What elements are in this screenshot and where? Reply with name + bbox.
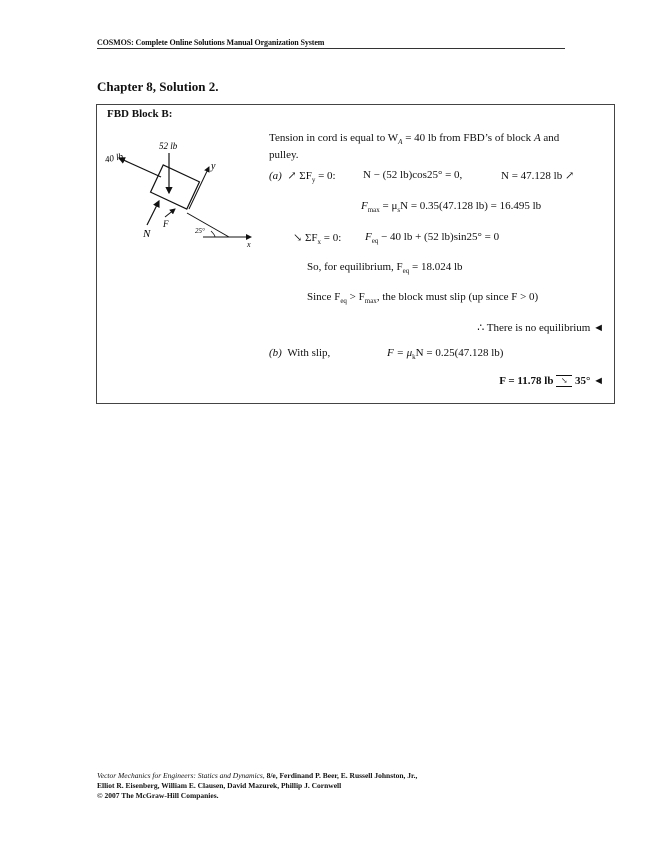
chapter-title: Chapter 8, Solution 2. xyxy=(97,79,219,94)
cord-force-arrow xyxy=(119,158,161,177)
label-angle: 25° xyxy=(195,227,205,235)
fmax-equation: $F_{max} = \mu_sN = 0.35(47.128$ lb) = 16.495 lb xyxy=(361,200,542,215)
footer-line-3: © 2007 The McGraw-Hill Companies. xyxy=(97,791,219,800)
x-equilibrium-label: ↘ $\Sigma F_x = 0$: xyxy=(293,232,342,247)
label-N: N xyxy=(143,228,151,240)
label-y: y xyxy=(211,161,216,172)
part-b-equation: $F = \mu_kN = 0.25(47.128$ lb) xyxy=(387,347,504,362)
page-header: COSMOS: Complete Online Solutions Manual Organization System xyxy=(97,38,565,49)
solution-line-1: Tension in cord is equal to $W_A = 40$ lb from FBD’s of block A and xyxy=(269,132,560,147)
normal-force-arrow xyxy=(147,201,159,225)
incline-line xyxy=(187,213,229,237)
y-axis xyxy=(189,167,209,209)
normal-equation: N − (52 lb)cos25° = 0, xyxy=(363,169,463,181)
part-a-equation: (a) ↗ $\Sigma F_y = 0$: xyxy=(269,170,336,185)
label-x: x xyxy=(247,240,251,249)
label-52lb: 52 lb xyxy=(159,141,178,151)
x-equilibrium-equation: $F_{eq} - 40$ lb + (52 lb)sin25° = 0 xyxy=(365,231,500,246)
friction-arrow xyxy=(165,209,175,217)
footer-line-1: Vector Mechanics for Engineers: Statics and Dynamics, 8/e, Ferdinand P. Beer, E. Russell Johnston, Jr., xyxy=(97,771,418,780)
solution-box xyxy=(96,104,615,404)
since-statement: Since $F_{eq} > F_{max}$, the block must slip (up since F > 0) xyxy=(307,291,539,306)
footer-line-2: Elliot R. Eisenberg, William E. Clausen, David Mazurek, Phillip J. Cornwell xyxy=(97,781,342,790)
label-F: F xyxy=(163,219,169,229)
angle-arc xyxy=(211,231,215,237)
normal-result: N = 47.128 lb ↗ xyxy=(501,170,575,182)
no-equilibrium-conclusion: ∴ There is no equilibrium ◄ xyxy=(477,322,604,334)
free-body-diagram xyxy=(103,139,255,251)
feq-result: So, for equilibrium, $F_{eq} = 18.024$ lb xyxy=(307,261,463,276)
label-40lb: 40 lb xyxy=(103,150,124,165)
angle-symbol-icon: ↘ xyxy=(556,375,572,387)
page-footer xyxy=(97,771,417,801)
part-b-result: F = 11.78 lb ↘ 35° ◄ xyxy=(499,375,604,387)
part-b-label: (b) With slip, xyxy=(269,347,331,359)
fbd-label: FBD Block B: xyxy=(107,108,173,120)
solution-line-2: pulley. xyxy=(269,149,299,161)
